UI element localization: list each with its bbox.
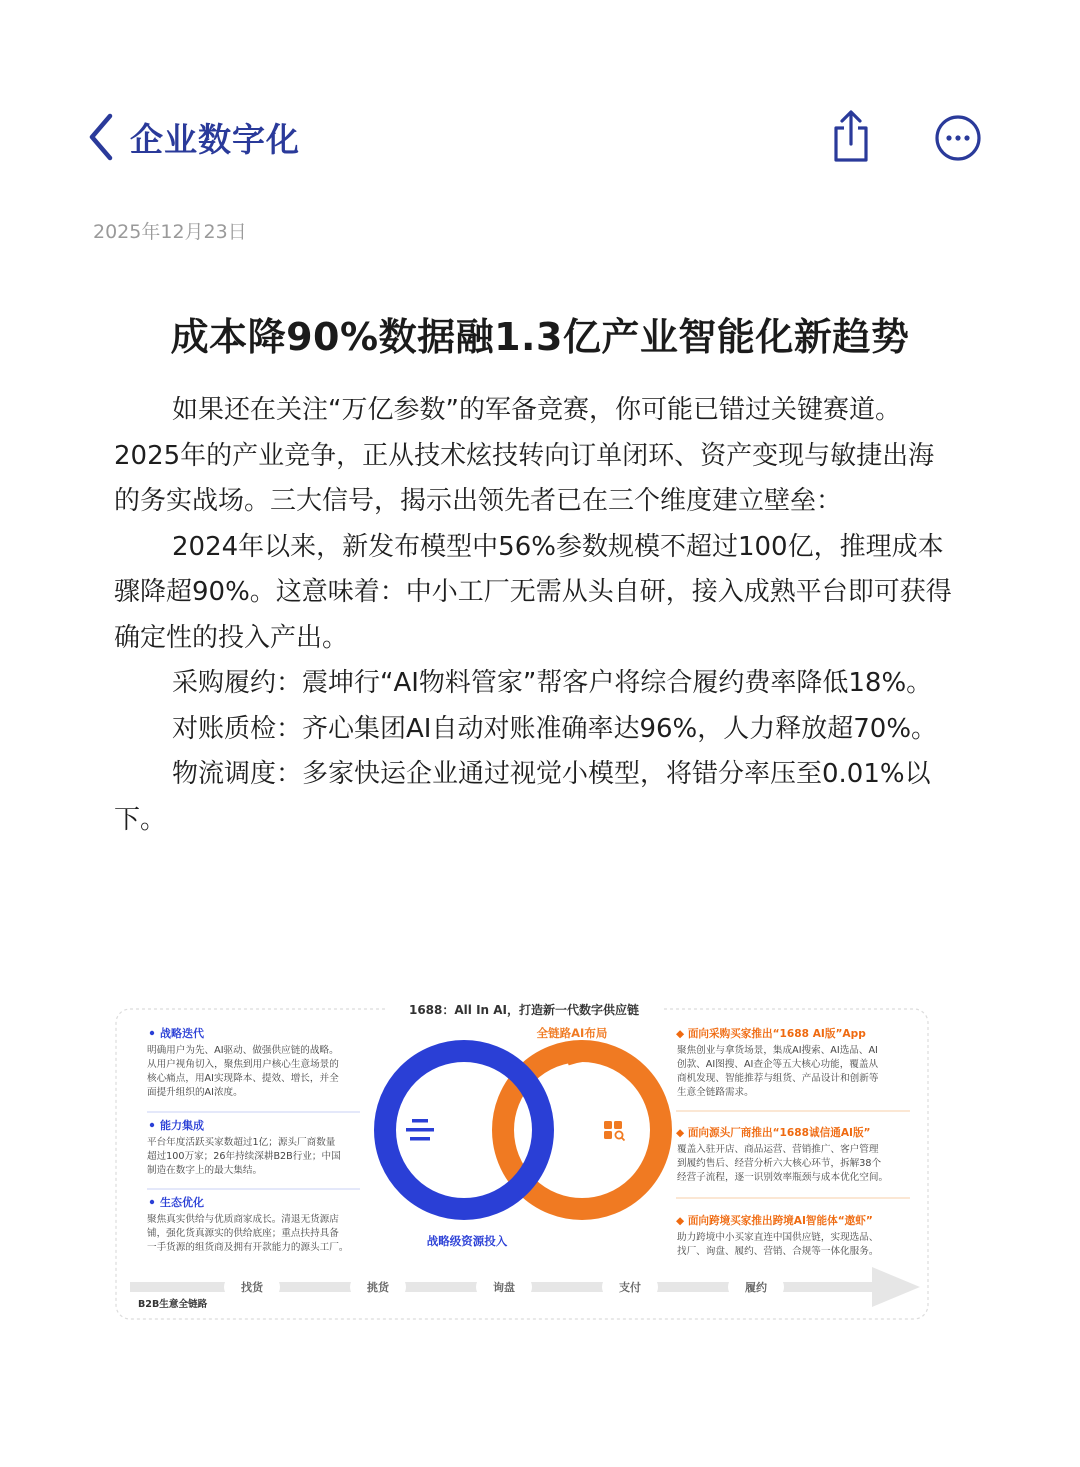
figure-text: 核心痛点，用AI实现降本、提效、增长，并全: [147, 1073, 339, 1084]
figure-text: 一手货源的组货商及拥有开款能力的源头工厂。: [147, 1242, 349, 1253]
chain-step-label: 询盘: [493, 1281, 515, 1294]
publish-date: 2025年12月23日: [93, 221, 247, 243]
figure-text: 经营子流程，逐一识别效率瓶颈与成本优化空间。: [677, 1172, 889, 1183]
chain-label: B2B生意全链路: [138, 1299, 208, 1310]
figure-text: 面提升组织的AI浓度。: [147, 1087, 243, 1098]
paragraph: 如果还在关注“万亿参数”的军备竞赛，你可能已错过关键赛道。2025年的产业竞争，正从技术炫技转向订单闭环、资产变现与敏捷出海的务实战场。三大信号，揭示出领先者已在三个维度建立壁垒：: [114, 395, 935, 516]
figure-text: 找厂、询盘、履约、营销、合规等一体化服务。: [677, 1246, 879, 1257]
section-heading: 生态优化: [160, 1196, 204, 1209]
chain-step-label: 支付: [619, 1281, 641, 1294]
more-button[interactable]: [934, 114, 982, 162]
chain-step-label: 履约: [745, 1281, 767, 1294]
section-heading: 能力集成: [160, 1119, 204, 1132]
paragraph: 物流调度：多家快运企业通过视觉小模型，将错分率压至0.01%以下。: [114, 759, 931, 835]
share-icon: [828, 108, 874, 164]
figure-text: 铺，强化货真源实的供给底座；重点扶持具备: [147, 1228, 339, 1239]
figure-text: 覆盖入驻开店、商品运营、营销推广、客户管理: [677, 1144, 879, 1155]
more-dots-icon: [934, 114, 982, 162]
nav-title: 企业数字化: [130, 120, 300, 159]
nav-bar: [0, 0, 1080, 200]
figure-text: 聚焦真实供给与优质商家成长。清退无货源店: [147, 1214, 339, 1225]
figure-text: 从用户视角切入，聚焦到用户核心生意场景的: [147, 1059, 339, 1070]
figure-title: 1688：All In AI，打造新一代数字供应链: [408, 1003, 640, 1017]
circle-left-label: 战略级资源投入: [426, 1234, 508, 1248]
share-button[interactable]: [828, 108, 874, 164]
article-body: [114, 388, 960, 843]
figure-text: 助力跨境中小买家直连中国供应链，实现选品、: [677, 1232, 879, 1243]
figure-text: 聚焦创业与拿货场景，集成AI搜索、AI选品、AI: [677, 1045, 878, 1056]
chain-step-label: 挑货: [367, 1281, 389, 1294]
figure-text: 到履约售后、经营分析六大核心环节，拆解38个: [677, 1158, 882, 1169]
section-heading: 战略迭代: [160, 1027, 204, 1040]
section-heading: ◆ 面向跨境买家推出跨境AI智能体“遨虾”: [676, 1215, 873, 1227]
right-section-3: [676, 1214, 878, 1257]
paragraph: 对账质检：齐心集团AI自动对账准确率达96%，人力释放超70%。: [172, 713, 938, 744]
back-button[interactable]: [84, 112, 124, 162]
section-heading: ◆ 面向源头厂商推出“1688诚信通AI版”: [676, 1127, 871, 1139]
paragraph: 采购履约：震坤行“AI物料管家”帮客户将综合履约费率降低18%。: [172, 668, 933, 698]
article-figure[interactable]: [110, 995, 938, 1335]
chevron-left-icon: [84, 112, 124, 162]
chain-step-label: 找货: [241, 1281, 263, 1294]
circle-right-label: 全链路AI布局: [536, 1026, 608, 1040]
paragraph: 2024年以来，新发布模型中56%参数规模不超过100亿，推理成本骤降超90%。这意味着：中小工厂无需从头自研，接入成熟平台即可获得确定性的投入产出。: [114, 531, 952, 653]
figure-text: 创款、AI图搜、AI查企等五大核心功能，覆盖从: [677, 1059, 879, 1070]
figure-text: 明确用户为先、AI驱动、做强供应链的战略。: [147, 1045, 339, 1056]
figure-canvas: [110, 995, 938, 1335]
section-heading: ◆ 面向采购买家推出“1688 AI版”App: [676, 1028, 866, 1040]
figure-text: 生意全链路需求。: [677, 1087, 754, 1098]
article-title: 成本降90%数据融1.3亿产业智能化新趋势: [170, 315, 910, 359]
figure-text: 超过100万家；26年持续深耕B2B行业；中国: [147, 1151, 341, 1162]
figure-text: 制造在数字上的最大集结。: [147, 1165, 263, 1176]
figure-text: 商机发现、智能推荐与组货、产品设计和创新等: [677, 1073, 879, 1084]
figure-text: 平台年度活跃买家数超过1亿；源头厂商数量: [147, 1137, 336, 1148]
